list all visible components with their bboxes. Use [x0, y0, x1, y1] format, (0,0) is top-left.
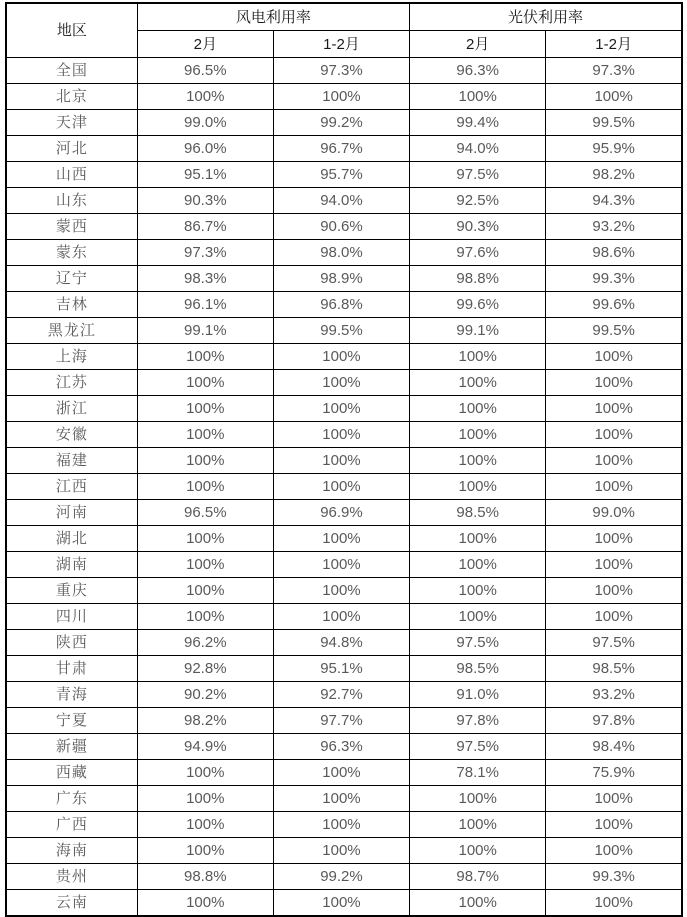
- value-cell: 100%: [410, 448, 546, 474]
- value-cell: 100%: [410, 838, 546, 864]
- region-cell: 安徽: [6, 422, 137, 448]
- value-cell: 99.6%: [410, 292, 546, 318]
- value-cell: 93.2%: [546, 682, 682, 708]
- table-row: [6, 760, 682, 786]
- value-cell: 100%: [273, 344, 409, 370]
- value-cell: 99.4%: [410, 110, 546, 136]
- value-cell: 100%: [137, 84, 273, 110]
- value-cell: 100%: [410, 786, 546, 812]
- value-cell: 100%: [410, 344, 546, 370]
- region-cell: 江苏: [6, 370, 137, 396]
- value-cell: 100%: [273, 474, 409, 500]
- value-cell: 98.3%: [137, 266, 273, 292]
- value-cell: 100%: [546, 396, 682, 422]
- value-cell: 100%: [137, 422, 273, 448]
- value-cell: 100%: [137, 448, 273, 474]
- region-cell: 新疆: [6, 734, 137, 760]
- region-cell: 河南: [6, 500, 137, 526]
- table-header: [6, 3, 682, 58]
- value-cell: 75.9%: [546, 760, 682, 786]
- value-cell: 100%: [273, 786, 409, 812]
- value-cell: 96.0%: [137, 136, 273, 162]
- region-cell: 河北: [6, 136, 137, 162]
- value-cell: 100%: [137, 838, 273, 864]
- value-cell: 100%: [273, 84, 409, 110]
- value-cell: 97.5%: [410, 630, 546, 656]
- region-cell: 浙江: [6, 396, 137, 422]
- value-cell: 90.2%: [137, 682, 273, 708]
- value-cell: 100%: [410, 422, 546, 448]
- value-cell: 100%: [410, 552, 546, 578]
- value-cell: 98.7%: [410, 864, 546, 890]
- table-row: [6, 240, 682, 266]
- value-cell: 96.1%: [137, 292, 273, 318]
- table-row: [6, 578, 682, 604]
- value-cell: 100%: [273, 890, 409, 917]
- header-pv-jan-feb: 1-2月: [546, 31, 682, 58]
- value-cell: 98.9%: [273, 266, 409, 292]
- region-cell: 宁夏: [6, 708, 137, 734]
- value-cell: 100%: [546, 448, 682, 474]
- value-cell: 100%: [410, 370, 546, 396]
- value-cell: 100%: [137, 812, 273, 838]
- region-cell: 山西: [6, 162, 137, 188]
- value-cell: 96.2%: [137, 630, 273, 656]
- table-row: [6, 682, 682, 708]
- utilization-rate-table: [5, 2, 683, 917]
- value-cell: 96.9%: [273, 500, 409, 526]
- value-cell: 99.0%: [546, 500, 682, 526]
- value-cell: 99.3%: [546, 864, 682, 890]
- table-row: [6, 266, 682, 292]
- region-cell: 四川: [6, 604, 137, 630]
- value-cell: 100%: [273, 604, 409, 630]
- table-row: [6, 812, 682, 838]
- value-cell: 100%: [546, 786, 682, 812]
- value-cell: 92.8%: [137, 656, 273, 682]
- value-cell: 92.7%: [273, 682, 409, 708]
- header-pv-feb: 2月: [410, 31, 546, 58]
- value-cell: 100%: [546, 552, 682, 578]
- value-cell: 100%: [273, 526, 409, 552]
- table-row: [6, 136, 682, 162]
- table-row: [6, 422, 682, 448]
- table-row: [6, 110, 682, 136]
- value-cell: 100%: [137, 396, 273, 422]
- table-row: [6, 500, 682, 526]
- table-row: [6, 474, 682, 500]
- value-cell: 100%: [273, 448, 409, 474]
- value-cell: 100%: [273, 812, 409, 838]
- table-row: [6, 864, 682, 890]
- value-cell: 99.6%: [546, 292, 682, 318]
- value-cell: 100%: [546, 370, 682, 396]
- region-cell: 甘肃: [6, 656, 137, 682]
- region-cell: 上海: [6, 344, 137, 370]
- value-cell: 99.5%: [546, 110, 682, 136]
- value-cell: 95.9%: [546, 136, 682, 162]
- table-row: [6, 890, 682, 917]
- value-cell: 100%: [546, 812, 682, 838]
- header-pv-utilization-group: 光伏利用率: [410, 3, 682, 31]
- value-cell: 100%: [546, 890, 682, 917]
- header-row-groups: [6, 3, 682, 31]
- value-cell: 97.8%: [546, 708, 682, 734]
- table-row: [6, 838, 682, 864]
- value-cell: 96.7%: [273, 136, 409, 162]
- value-cell: 78.1%: [410, 760, 546, 786]
- value-cell: 98.4%: [546, 734, 682, 760]
- region-cell: 贵州: [6, 864, 137, 890]
- value-cell: 98.2%: [546, 162, 682, 188]
- table-row: [6, 526, 682, 552]
- region-cell: 湖北: [6, 526, 137, 552]
- value-cell: 99.1%: [410, 318, 546, 344]
- table-row: [6, 370, 682, 396]
- table-body: [6, 58, 682, 917]
- header-region: 地区: [6, 3, 137, 58]
- value-cell: 99.3%: [546, 266, 682, 292]
- value-cell: 100%: [273, 578, 409, 604]
- value-cell: 98.5%: [410, 656, 546, 682]
- value-cell: 90.3%: [410, 214, 546, 240]
- value-cell: 100%: [137, 578, 273, 604]
- region-cell: 青海: [6, 682, 137, 708]
- table-row: [6, 344, 682, 370]
- value-cell: 100%: [273, 838, 409, 864]
- region-cell: 陕西: [6, 630, 137, 656]
- region-cell: 重庆: [6, 578, 137, 604]
- value-cell: 94.0%: [410, 136, 546, 162]
- region-cell: 山东: [6, 188, 137, 214]
- value-cell: 99.2%: [273, 864, 409, 890]
- value-cell: 100%: [546, 84, 682, 110]
- header-wind-jan-feb: 1-2月: [273, 31, 409, 58]
- table-row: [6, 318, 682, 344]
- value-cell: 97.3%: [546, 58, 682, 84]
- table-row: [6, 604, 682, 630]
- region-cell: 吉林: [6, 292, 137, 318]
- value-cell: 86.7%: [137, 214, 273, 240]
- value-cell: 98.5%: [410, 500, 546, 526]
- table-row: [6, 734, 682, 760]
- value-cell: 100%: [410, 84, 546, 110]
- value-cell: 97.5%: [546, 630, 682, 656]
- value-cell: 100%: [273, 396, 409, 422]
- value-cell: 100%: [137, 786, 273, 812]
- value-cell: 100%: [137, 370, 273, 396]
- value-cell: 99.1%: [137, 318, 273, 344]
- region-cell: 湖南: [6, 552, 137, 578]
- region-cell: 蒙西: [6, 214, 137, 240]
- region-cell: 江西: [6, 474, 137, 500]
- value-cell: 100%: [546, 344, 682, 370]
- table-row: [6, 84, 682, 110]
- value-cell: 97.6%: [410, 240, 546, 266]
- region-cell: 云南: [6, 890, 137, 917]
- value-cell: 100%: [137, 344, 273, 370]
- value-cell: 100%: [137, 474, 273, 500]
- value-cell: 100%: [546, 578, 682, 604]
- value-cell: 95.1%: [273, 656, 409, 682]
- value-cell: 100%: [410, 604, 546, 630]
- table-row: [6, 552, 682, 578]
- value-cell: 97.5%: [410, 734, 546, 760]
- value-cell: 98.6%: [546, 240, 682, 266]
- value-cell: 100%: [410, 890, 546, 917]
- value-cell: 100%: [273, 760, 409, 786]
- value-cell: 99.2%: [273, 110, 409, 136]
- value-cell: 98.5%: [546, 656, 682, 682]
- region-cell: 福建: [6, 448, 137, 474]
- value-cell: 93.2%: [546, 214, 682, 240]
- value-cell: 97.8%: [410, 708, 546, 734]
- value-cell: 96.5%: [137, 500, 273, 526]
- header-wind-feb: 2月: [137, 31, 273, 58]
- value-cell: 96.8%: [273, 292, 409, 318]
- region-cell: 广东: [6, 786, 137, 812]
- region-cell: 辽宁: [6, 266, 137, 292]
- value-cell: 98.2%: [137, 708, 273, 734]
- value-cell: 100%: [137, 760, 273, 786]
- value-cell: 91.0%: [410, 682, 546, 708]
- value-cell: 96.3%: [410, 58, 546, 84]
- value-cell: 100%: [137, 890, 273, 917]
- value-cell: 100%: [137, 604, 273, 630]
- table-row: [6, 162, 682, 188]
- value-cell: 100%: [273, 422, 409, 448]
- value-cell: 94.8%: [273, 630, 409, 656]
- value-cell: 97.3%: [137, 240, 273, 266]
- table-row: [6, 58, 682, 84]
- value-cell: 95.7%: [273, 162, 409, 188]
- region-cell: 西藏: [6, 760, 137, 786]
- value-cell: 100%: [546, 474, 682, 500]
- table-row: [6, 630, 682, 656]
- value-cell: 100%: [137, 552, 273, 578]
- value-cell: 94.0%: [273, 188, 409, 214]
- value-cell: 98.8%: [410, 266, 546, 292]
- value-cell: 96.5%: [137, 58, 273, 84]
- value-cell: 97.5%: [410, 162, 546, 188]
- value-cell: 100%: [546, 422, 682, 448]
- value-cell: 100%: [410, 578, 546, 604]
- region-cell: 蒙东: [6, 240, 137, 266]
- table-row: [6, 448, 682, 474]
- value-cell: 100%: [546, 604, 682, 630]
- header-wind-utilization-group: 风电利用率: [137, 3, 409, 31]
- value-cell: 90.3%: [137, 188, 273, 214]
- value-cell: 94.3%: [546, 188, 682, 214]
- value-cell: 100%: [410, 526, 546, 552]
- value-cell: 100%: [273, 370, 409, 396]
- value-cell: 94.9%: [137, 734, 273, 760]
- value-cell: 99.0%: [137, 110, 273, 136]
- value-cell: 100%: [546, 838, 682, 864]
- value-cell: 97.3%: [273, 58, 409, 84]
- table-row: [6, 786, 682, 812]
- region-cell: 黑龙江: [6, 318, 137, 344]
- value-cell: 100%: [410, 474, 546, 500]
- table-row: [6, 214, 682, 240]
- value-cell: 96.3%: [273, 734, 409, 760]
- region-cell: 北京: [6, 84, 137, 110]
- value-cell: 100%: [410, 812, 546, 838]
- value-cell: 100%: [410, 396, 546, 422]
- value-cell: 98.0%: [273, 240, 409, 266]
- table-row: [6, 396, 682, 422]
- region-cell: 天津: [6, 110, 137, 136]
- value-cell: 100%: [546, 526, 682, 552]
- table-row: [6, 292, 682, 318]
- region-cell: 海南: [6, 838, 137, 864]
- value-cell: 98.8%: [137, 864, 273, 890]
- table-row: [6, 656, 682, 682]
- value-cell: 97.7%: [273, 708, 409, 734]
- value-cell: 100%: [273, 552, 409, 578]
- table-row: [6, 188, 682, 214]
- value-cell: 100%: [137, 526, 273, 552]
- table-row: [6, 708, 682, 734]
- value-cell: 99.5%: [546, 318, 682, 344]
- region-cell: 广西: [6, 812, 137, 838]
- value-cell: 92.5%: [410, 188, 546, 214]
- value-cell: 99.5%: [273, 318, 409, 344]
- value-cell: 95.1%: [137, 162, 273, 188]
- value-cell: 90.6%: [273, 214, 409, 240]
- region-cell: 全国: [6, 58, 137, 84]
